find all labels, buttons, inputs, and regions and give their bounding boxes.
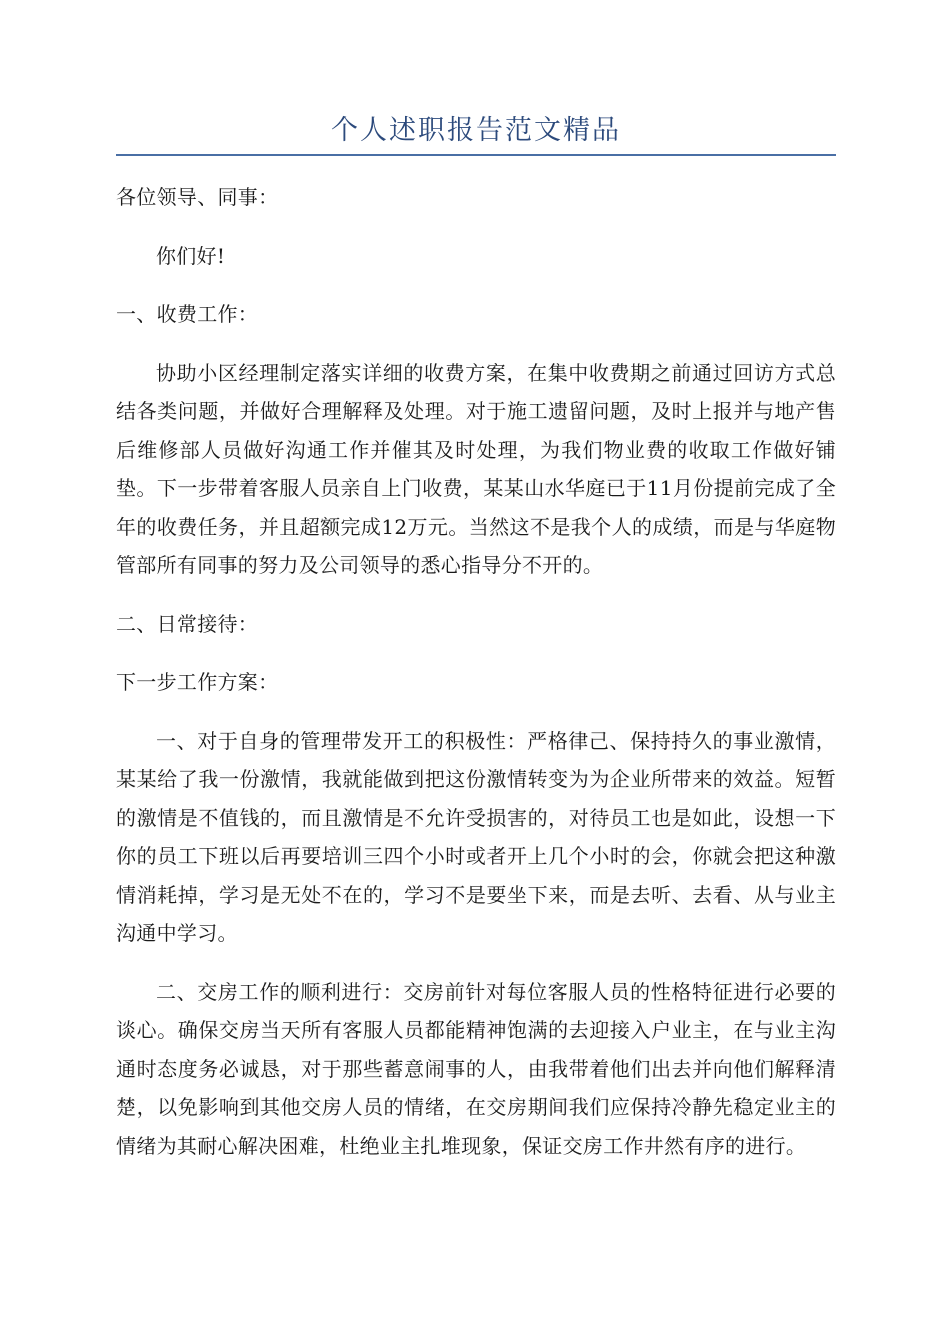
salutation: 各位领导、同事： [116, 185, 279, 209]
section2-heading: 二、日常接待： [116, 611, 259, 636]
section1-heading: 一、收费工作： [116, 302, 259, 326]
plan2-body: 二、交房工作的顺利进行：交房前针对每位客服人员的性格特征进行必要的谈心。确保交房当天所有客服人员都能精神饱满的去迎接入户业主，在与业主沟通时态度务必诚恳，对于那些蓄意闹事的人，由我带着他们出去并向他们解释清楚，以免影响到其他交房人员的情绪，在交房期间我们应保持冷静先稳定业主的情绪为其耐心解决困难，杜绝业主扎堆现象，保证交房工作井然有序的进行。 [116, 979, 836, 1158]
document-title: 个人述职报告范文精品 [331, 115, 621, 146]
document-page [116, 110, 836, 1165]
next-plan-heading: 下一步工作方案： [116, 670, 279, 694]
title-underline [116, 154, 836, 156]
plan1-body: 一、对于自身的管理带发开工的积极性：严格律己、保持持久的事业激情，某某给了我一份激情，我就能做到把这份激情转变为为企业所带来的效益。短暂的激情是不值钱的，而且激情是不允许受损害的，对待员工也是如此，设想一下你的员工下班以后再要培训三四个小时或者开上几个小时的会，你就会把这种激情消耗掉，学习是无处不在的，学习不是要坐下来，而是去听、去看、从与业主沟通中学习。 [116, 728, 836, 945]
greeting: 你们好! [156, 243, 226, 268]
section1-body: 协助小区经理制定落实详细的收费方案，在集中收费期之前通过回访方式总结各类问题，并做好合理解释及处理。对于施工遗留问题，及时上报并与地产售后维修部人员做好沟通工作并催其及时处理，为我们物业费的收取工作做好铺垫。下一步带着客服人员亲自上门收费，某某山水华庭已于11月份提前完成了全年的收费任务，并且超额完成12万元。当然这不是我个人的成绩，而是与华庭物管部所有同事的努力及公司领导的悉心指导分不开的。 [116, 360, 836, 577]
